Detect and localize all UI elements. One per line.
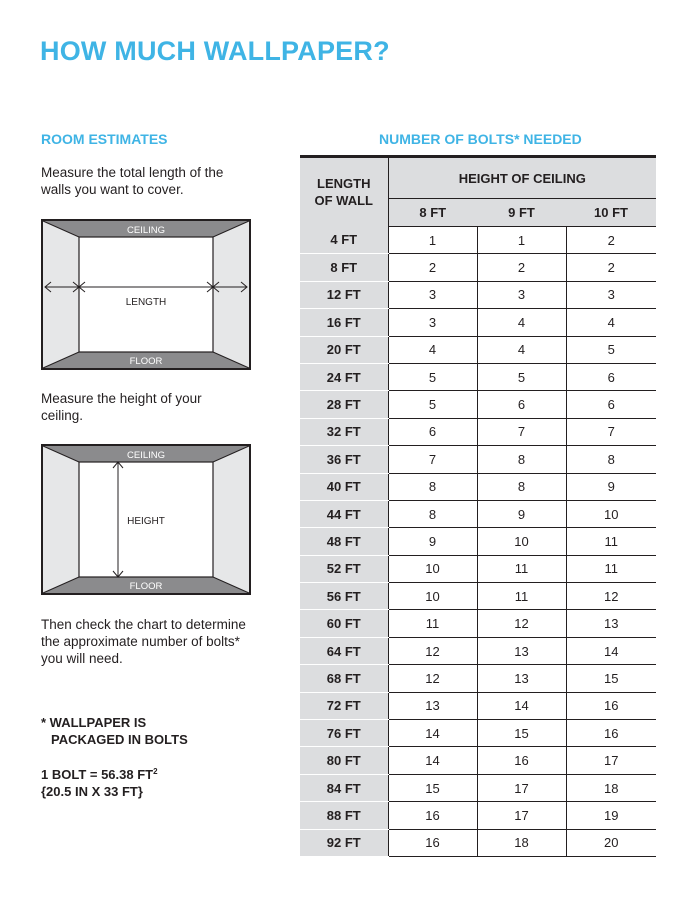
table-row	[300, 829, 656, 856]
row-length-label: 84 FT	[300, 774, 388, 801]
bolts-cell: 13	[477, 637, 566, 664]
bolts-cell: 3	[388, 309, 477, 336]
row-length-label: 32 FT	[300, 418, 388, 445]
bolts-cell: 13	[388, 692, 477, 719]
table-row	[300, 473, 656, 500]
bolts-cell: 14	[566, 637, 656, 664]
table-row	[300, 555, 656, 582]
bolts-cell: 9	[388, 528, 477, 555]
bolts-cell: 15	[566, 665, 656, 692]
bolts-cell: 4	[477, 336, 566, 363]
bolts-cell: 12	[477, 610, 566, 637]
bolts-cell: 8	[477, 446, 566, 473]
row-length-label: 8 FT	[300, 254, 388, 281]
bolts-cell: 3	[566, 281, 656, 308]
bolts-cell: 20	[566, 829, 656, 856]
table-row	[300, 227, 656, 254]
bolts-cell: 2	[477, 254, 566, 281]
row-length-label: 48 FT	[300, 528, 388, 555]
page-title: HOW MUCH WALLPAPER?	[40, 36, 390, 66]
row-length-label: 52 FT	[300, 555, 388, 582]
row-length-label: 4 FT	[300, 227, 388, 254]
row-length-label: 16 FT	[300, 309, 388, 336]
table-row	[300, 446, 656, 473]
bolts-cell: 7	[477, 418, 566, 445]
bolts-cell: 8	[477, 473, 566, 500]
row-length-label: 36 FT	[300, 446, 388, 473]
bolts-cell: 10	[388, 583, 477, 610]
table-row	[300, 500, 656, 527]
bolts-cell: 12	[388, 637, 477, 664]
bolt-note-line1: * WALLPAPER IS	[41, 715, 147, 730]
floor-label: FLOOR	[129, 356, 163, 367]
bolts-cell: 15	[388, 774, 477, 801]
table-row	[300, 692, 656, 719]
bolts-cell: 14	[388, 747, 477, 774]
bolts-cell: 13	[566, 610, 656, 637]
table-row	[300, 391, 656, 418]
bolts-cell: 9	[477, 500, 566, 527]
row-length-label: 12 FT	[300, 281, 388, 308]
bolts-cell: 5	[388, 363, 477, 390]
table-row	[300, 528, 656, 555]
bolts-cell: 9	[566, 473, 656, 500]
row-length-label: 76 FT	[300, 720, 388, 747]
table-row	[300, 720, 656, 747]
bolt-area: 1 BOLT = 56.38 FT	[41, 767, 154, 782]
row-length-label: 44 FT	[300, 500, 388, 527]
bolts-cell: 11	[477, 555, 566, 582]
bolts-cell: 18	[477, 829, 566, 856]
height-10ft-header: 10 FT	[566, 199, 656, 227]
row-length-label: 40 FT	[300, 473, 388, 500]
bolts-cell: 11	[477, 583, 566, 610]
bolt-dimensions: {20.5 IN X 33 FT}	[41, 784, 143, 799]
row-length-label: 80 FT	[300, 747, 388, 774]
bolts-cell: 14	[477, 692, 566, 719]
table-row	[300, 336, 656, 363]
bolts-cell: 2	[566, 254, 656, 281]
height-of-ceiling-header: HEIGHT OF CEILING	[388, 158, 656, 199]
bolts-cell: 6	[566, 363, 656, 390]
instruction-height: Measure the height of your ceiling.	[41, 391, 202, 423]
bolts-cell: 10	[388, 555, 477, 582]
bolts-table-wrap	[300, 155, 656, 857]
room-height-diagram	[41, 444, 251, 595]
row-length-label: 20 FT	[300, 336, 388, 363]
bolts-cell: 4	[477, 309, 566, 336]
bolts-cell: 16	[477, 747, 566, 774]
floor-label: FLOOR	[129, 581, 163, 592]
table-row	[300, 254, 656, 281]
bolts-cell: 11	[388, 610, 477, 637]
bolts-cell: 17	[477, 774, 566, 801]
bolts-cell: 6	[477, 391, 566, 418]
bolts-cell: 12	[388, 665, 477, 692]
bolts-cell: 13	[477, 665, 566, 692]
bolts-cell: 7	[388, 446, 477, 473]
bolts-cell: 5	[566, 336, 656, 363]
ceiling-label: CEILING	[126, 225, 166, 236]
room-length-diagram	[41, 219, 251, 370]
bolts-cell: 17	[477, 802, 566, 829]
height-8ft-header: 8 FT	[388, 199, 477, 227]
row-length-label: 24 FT	[300, 363, 388, 390]
bolts-cell: 1	[477, 227, 566, 254]
bolts-cell: 16	[388, 802, 477, 829]
table-row	[300, 363, 656, 390]
bolts-cell: 3	[477, 281, 566, 308]
instruction-chart: Then check the chart to determine the approximate number of bolts* you will need.	[41, 617, 246, 666]
bolts-cell: 7	[566, 418, 656, 445]
bolts-cell: 15	[477, 720, 566, 747]
bolts-cell: 16	[388, 829, 477, 856]
table-row	[300, 637, 656, 664]
row-length-label: 56 FT	[300, 583, 388, 610]
row-length-label: 60 FT	[300, 610, 388, 637]
bolts-cell: 16	[566, 720, 656, 747]
height-9ft-header: 9 FT	[477, 199, 566, 227]
bolts-cell: 4	[566, 309, 656, 336]
bolts-cell: 10	[566, 500, 656, 527]
bolts-cell: 19	[566, 802, 656, 829]
bolts-cell: 5	[388, 391, 477, 418]
bolts-cell: 5	[477, 363, 566, 390]
row-length-label: 88 FT	[300, 802, 388, 829]
table-row	[300, 418, 656, 445]
bolts-cell: 17	[566, 747, 656, 774]
ceiling-label: CEILING	[126, 450, 166, 461]
length-label: LENGTH	[125, 297, 167, 308]
bolts-cell: 6	[566, 391, 656, 418]
row-length-label: 28 FT	[300, 391, 388, 418]
bolts-cell: 2	[388, 254, 477, 281]
height-label: HEIGHT	[127, 516, 165, 527]
table-row	[300, 583, 656, 610]
bolts-cell: 1	[388, 227, 477, 254]
bolts-cell: 6	[388, 418, 477, 445]
bolt-note-line2: PACKAGED IN BOLTS	[51, 732, 188, 747]
table-row	[300, 610, 656, 637]
instruction-length: Measure the total length of the walls you want to cover.	[41, 165, 224, 197]
bolts-cell: 14	[388, 720, 477, 747]
bolts-cell: 12	[566, 583, 656, 610]
room-estimates-heading: ROOM ESTIMATES	[41, 131, 168, 147]
bolts-table	[300, 158, 656, 857]
length-of-wall-header: LENGTH OF WALL	[300, 158, 388, 227]
bolts-needed-heading: NUMBER OF BOLTS* NEEDED	[379, 131, 582, 147]
table-row	[300, 281, 656, 308]
row-length-label: 64 FT	[300, 637, 388, 664]
bolts-cell: 10	[477, 528, 566, 555]
bolts-cell: 8	[388, 500, 477, 527]
bolts-cell: 8	[388, 473, 477, 500]
row-length-label: 72 FT	[300, 692, 388, 719]
bolts-cell: 3	[388, 281, 477, 308]
bolts-cell: 16	[566, 692, 656, 719]
row-length-label: 92 FT	[300, 829, 388, 856]
bolts-cell: 11	[566, 555, 656, 582]
bolt-area-sup: 2	[153, 767, 158, 776]
bolts-cell: 11	[566, 528, 656, 555]
table-row	[300, 747, 656, 774]
bolts-cell: 18	[566, 774, 656, 801]
bolts-cell: 4	[388, 336, 477, 363]
bolt-note	[41, 714, 188, 748]
bolts-cell: 2	[566, 227, 656, 254]
table-row	[300, 774, 656, 801]
bolt-size-note	[41, 763, 158, 800]
bolts-cell: 8	[566, 446, 656, 473]
table-row	[300, 665, 656, 692]
table-row	[300, 309, 656, 336]
row-length-label: 68 FT	[300, 665, 388, 692]
table-row	[300, 802, 656, 829]
